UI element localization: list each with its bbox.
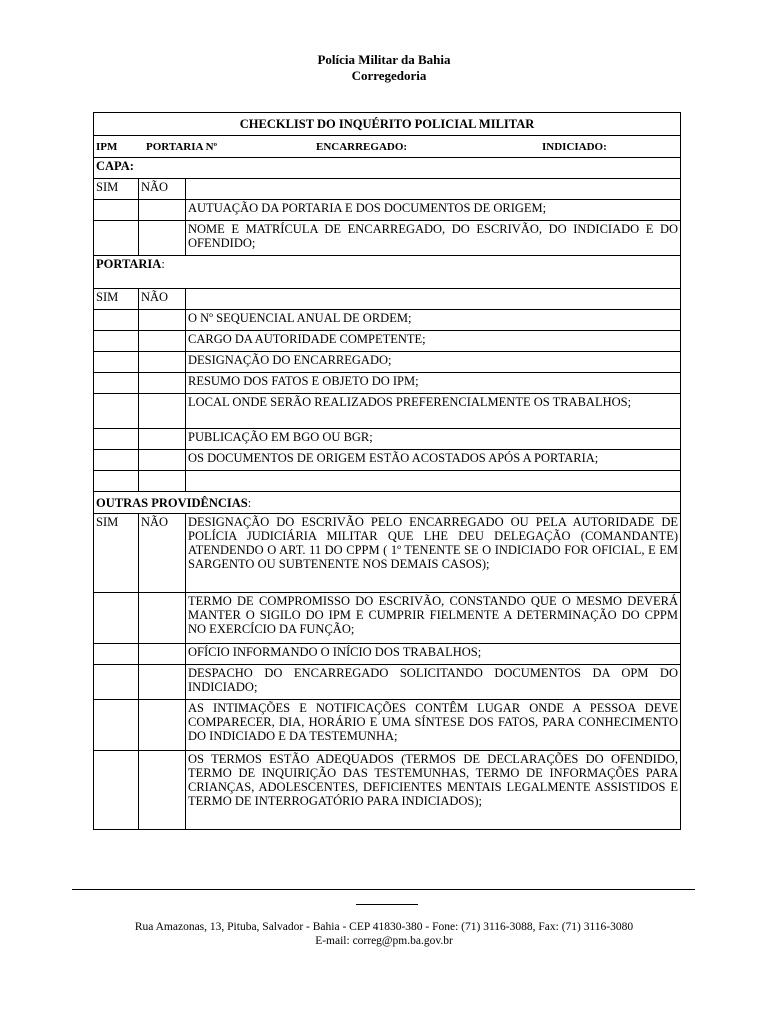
checklist-item: AS INTIMAÇÕES E NOTIFICAÇÕES CONTÊM LUGAR ONDE A PESSOA DEVE COMPARECER, DIA, HORÁRIO E UMA SÍNTESE DOS FATOS, PARA CONHECIMENTO DO INDICIADO E DA TESTEMUNHA; [186, 700, 681, 751]
empty-cell [186, 179, 681, 200]
sim-header: SIM [94, 179, 139, 200]
checklist-item: CARGO DA AUTORIDADE COMPETENTE; [186, 331, 681, 352]
nao-checkbox[interactable] [139, 429, 186, 450]
section-capa-title: CAPA: [94, 158, 681, 179]
col-portaria: PORTARIA Nº [146, 140, 218, 153]
section-portaria-title [94, 256, 681, 289]
sim-checkbox[interactable] [94, 200, 139, 221]
nao-checkbox[interactable] [139, 644, 186, 665]
checklist-item: OFÍCIO INFORMANDO O INÍCIO DOS TRABALHOS; [186, 644, 681, 665]
sim-checkbox[interactable] [94, 310, 139, 331]
nao-checkbox[interactable] [139, 450, 186, 471]
nao-checkbox[interactable] [139, 593, 186, 644]
sim-checkbox[interactable] [94, 394, 139, 429]
nao-header: NÃO [139, 289, 186, 310]
nao-checkbox[interactable] [139, 665, 186, 700]
checklist-item: TERMO DE COMPROMISSO DO ESCRIVÃO, CONSTANDO QUE O MESMO DEVERÁ MANTER O SIGILO DO IPM E CUMPRIR FIELMENTE A DETERMINAÇÃO DO CPPM NO EXERCÍCIO DA FUNÇÃO; [186, 593, 681, 644]
section-outras-colon: : [247, 495, 252, 510]
checklist-table [93, 112, 681, 830]
sim-header: SIM [94, 289, 139, 310]
sim-checkbox[interactable] [94, 331, 139, 352]
nao-checkbox[interactable] [139, 471, 186, 492]
nao-checkbox[interactable] [139, 200, 186, 221]
checklist-item: NOME E MATRÍCULA DE ENCARREGADO, DO ESCRIVÃO, DO INDICIADO E DO OFENDIDO; [186, 221, 681, 256]
sim-checkbox[interactable] [94, 644, 139, 665]
checklist-item: RESUMO DOS FATOS E OBJETO DO IPM; [186, 373, 681, 394]
nao-checkbox[interactable] [139, 394, 186, 429]
checklist-item: AUTUAÇÃO DA PORTARIA E DOS DOCUMENTOS DE ORIGEM; [186, 200, 681, 221]
col-indiciado: INDICIADO: [542, 140, 607, 153]
document-header [0, 52, 768, 84]
sim-checkbox[interactable] [94, 450, 139, 471]
sim-checkbox[interactable] [94, 429, 139, 450]
section-portaria-colon: : [161, 257, 165, 271]
section-outras-label: OUTRAS PROVIDÊNCIAS [96, 495, 248, 510]
footer-divider [72, 889, 695, 890]
nao-checkbox[interactable] [139, 373, 186, 394]
sim-checkbox[interactable] [94, 665, 139, 700]
empty-cell [186, 471, 681, 492]
checklist-title: CHECKLIST DO INQUÉRITO POLICIAL MILITAR [94, 113, 681, 136]
sim-header: SIM [94, 514, 139, 593]
col-encarregado: ENCARREGADO: [316, 140, 408, 153]
sim-checkbox[interactable] [94, 751, 139, 830]
section-portaria-label: PORTARIA [96, 257, 162, 271]
checklist-item: DESPACHO DO ENCARREGADO SOLICITANDO DOCUMENTOS DA OPM DO INDICIADO; [186, 665, 681, 700]
checklist-item: OS DOCUMENTOS DE ORIGEM ESTÃO ACOSTADOS APÓS A PORTARIA; [186, 450, 681, 471]
col-ipm: IPM [96, 140, 118, 153]
identification-row [94, 136, 681, 158]
checklist-item: O Nº SEQUENCIAL ANUAL DE ORDEM; [186, 310, 681, 331]
nao-checkbox[interactable] [139, 221, 186, 256]
nao-header: NÃO [139, 179, 186, 200]
sim-checkbox[interactable] [94, 471, 139, 492]
sim-checkbox[interactable] [94, 352, 139, 373]
header-organization: Polícia Militar da Bahia [317, 52, 451, 67]
checklist-item: OS TERMOS ESTÃO ADEQUADOS (TERMOS DE DECLARAÇÕES DO OFENDIDO, TERMO DE INQUIRIÇÃO DAS TESTEMUNHAS, TERMO DE INFORMAÇÕES PARA CRIANÇAS, ADOLESCENTES, DEFICIENTES MENTAIS LEGALMENTE ASSISTIDOS E TERMO DE INTERROGATÓRIO PARA INDICIADOS); [186, 751, 681, 830]
checklist-item: LOCAL ONDE SERÃO REALIZADOS PREFERENCIALMENTE OS TRABALHOS; [186, 394, 681, 429]
footer-short-divider [356, 904, 418, 905]
sim-checkbox[interactable] [94, 593, 139, 644]
checklist-item: PUBLICAÇÃO EM BGO OU BGR; [186, 429, 681, 450]
nao-checkbox[interactable] [139, 700, 186, 751]
sim-checkbox[interactable] [94, 373, 139, 394]
checklist-item: DESIGNAÇÃO DO ESCRIVÃO PELO ENCARREGADO OU PELA AUTORIDADE DE POLÍCIA JUDICIÁRIA MILITAR QUE LHE DEU DELEGAÇÃO (COMANDANTE) ATENDENDO O ART. 11 DO CPPM ( 1º TENENTE SE O INDICIADO FOR OFICIAL, E EM SARGENTO OU SUBTENENTE NOS DEMAIS CASOS); [186, 514, 681, 593]
nao-checkbox[interactable] [139, 751, 186, 830]
empty-cell [186, 289, 681, 310]
nao-checkbox[interactable] [139, 310, 186, 331]
nao-checkbox[interactable] [139, 331, 186, 352]
document-footer [0, 920, 768, 948]
footer-address: Rua Amazonas, 13, Pituba, Salvador - Bahia - CEP 41830-380 - Fone: (71) 3116-3088, Fax: (71) 3116-3080 [134, 921, 634, 933]
checklist-item: DESIGNAÇÃO DO ENCARREGADO; [186, 352, 681, 373]
nao-header: NÃO [139, 514, 186, 593]
nao-checkbox[interactable] [139, 352, 186, 373]
sim-checkbox[interactable] [94, 221, 139, 256]
header-department: Corregedoria [351, 68, 427, 83]
section-outras-title [94, 492, 681, 514]
footer-email: E-mail: correg@pm.ba.gov.br [315, 935, 453, 947]
sim-checkbox[interactable] [94, 700, 139, 751]
